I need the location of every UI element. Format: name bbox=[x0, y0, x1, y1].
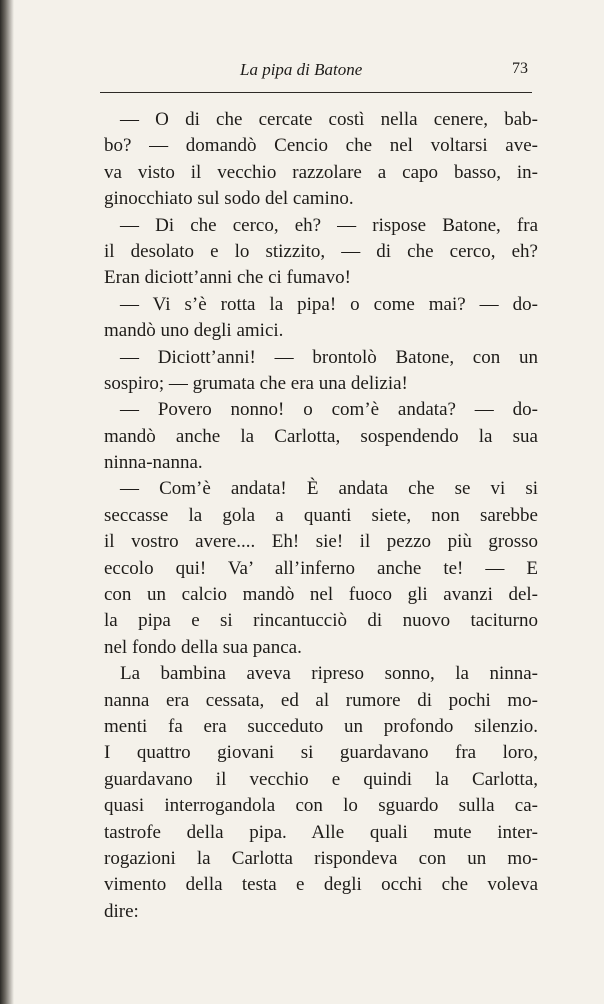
header-rule bbox=[100, 92, 532, 93]
text-line: vimento della testa e degli occhi che voleva bbox=[104, 874, 538, 896]
body-text bbox=[104, 107, 538, 925]
text-line: quasi interrogandola con lo sguardo sulla ca- bbox=[104, 795, 538, 817]
running-title: La pipa di Batone bbox=[240, 60, 363, 79]
text-line: La bambina aveva ripreso sonno, la ninna- bbox=[120, 663, 538, 685]
text-line: seccasse la gola a quanti siete, non sarebbe bbox=[104, 504, 538, 526]
text-line: guardavano il vecchio e quindi la Carlotta, bbox=[104, 768, 538, 790]
text-line: sospiro; — grumata che era una delizia! bbox=[104, 372, 408, 394]
page-number: 73 bbox=[512, 60, 528, 77]
text-line: il vostro avere.... Eh! sie! il pezzo più grosso bbox=[104, 531, 538, 553]
text-line: il desolato e lo stizzito, — di che cerco, eh? bbox=[104, 240, 538, 262]
text-line: mandò anche la Carlotta, sospendendo la sua bbox=[104, 425, 538, 447]
text-line: — Vi s’è rotta la pipa! o come mai? — do- bbox=[120, 293, 538, 315]
text-line: con un calcio mandò nel fuoco gli avanzi del- bbox=[104, 584, 538, 606]
text-line: la pipa e si rincantucciò di nuovo taciturno bbox=[104, 610, 538, 632]
text-line: ginocchiato sul sodo del camino. bbox=[104, 188, 354, 210]
text-line: — Diciott’anni! — brontolò Batone, con un bbox=[120, 346, 538, 368]
text-line: — Povero nonno! o com’è andata? — do- bbox=[120, 399, 538, 421]
text-line: Eran diciott’anni che ci fumavo! bbox=[104, 267, 351, 289]
page-header bbox=[100, 56, 530, 90]
text-line: nanna era cessata, ed al rumore di pochi mo- bbox=[104, 689, 538, 711]
text-line: eccolo qui! Va’ all’inferno anche te! — E bbox=[104, 557, 538, 579]
text-line: — O di che cercate costì nella cenere, bab- bbox=[120, 109, 538, 130]
text-line: — Com’è andata! È andata che se vi si bbox=[120, 478, 538, 500]
text-line: — Di che cerco, eh? — rispose Batone, fra bbox=[120, 214, 538, 236]
text-line: bo? — domandò Cencio che nel voltarsi ave- bbox=[104, 135, 538, 157]
page-edge-shadow bbox=[0, 0, 14, 1004]
text-line: rogazioni la Carlotta rispondeva con un mo- bbox=[104, 847, 538, 869]
text-line: tastrofe della pipa. Alle quali mute inter- bbox=[104, 821, 538, 843]
text-line: ninna-nanna. bbox=[104, 452, 203, 474]
text-line: menti fa era succeduto un profondo silenzio. bbox=[104, 715, 538, 737]
text-line: va visto il vecchio razzolare a capo basso, in- bbox=[104, 161, 538, 183]
text-line: I quattro giovani si guardavano fra loro, bbox=[104, 742, 538, 764]
text-line: nel fondo della sua panca. bbox=[104, 636, 302, 658]
text-line: mandò uno degli amici. bbox=[104, 320, 284, 342]
text-line: dire: bbox=[104, 900, 139, 922]
